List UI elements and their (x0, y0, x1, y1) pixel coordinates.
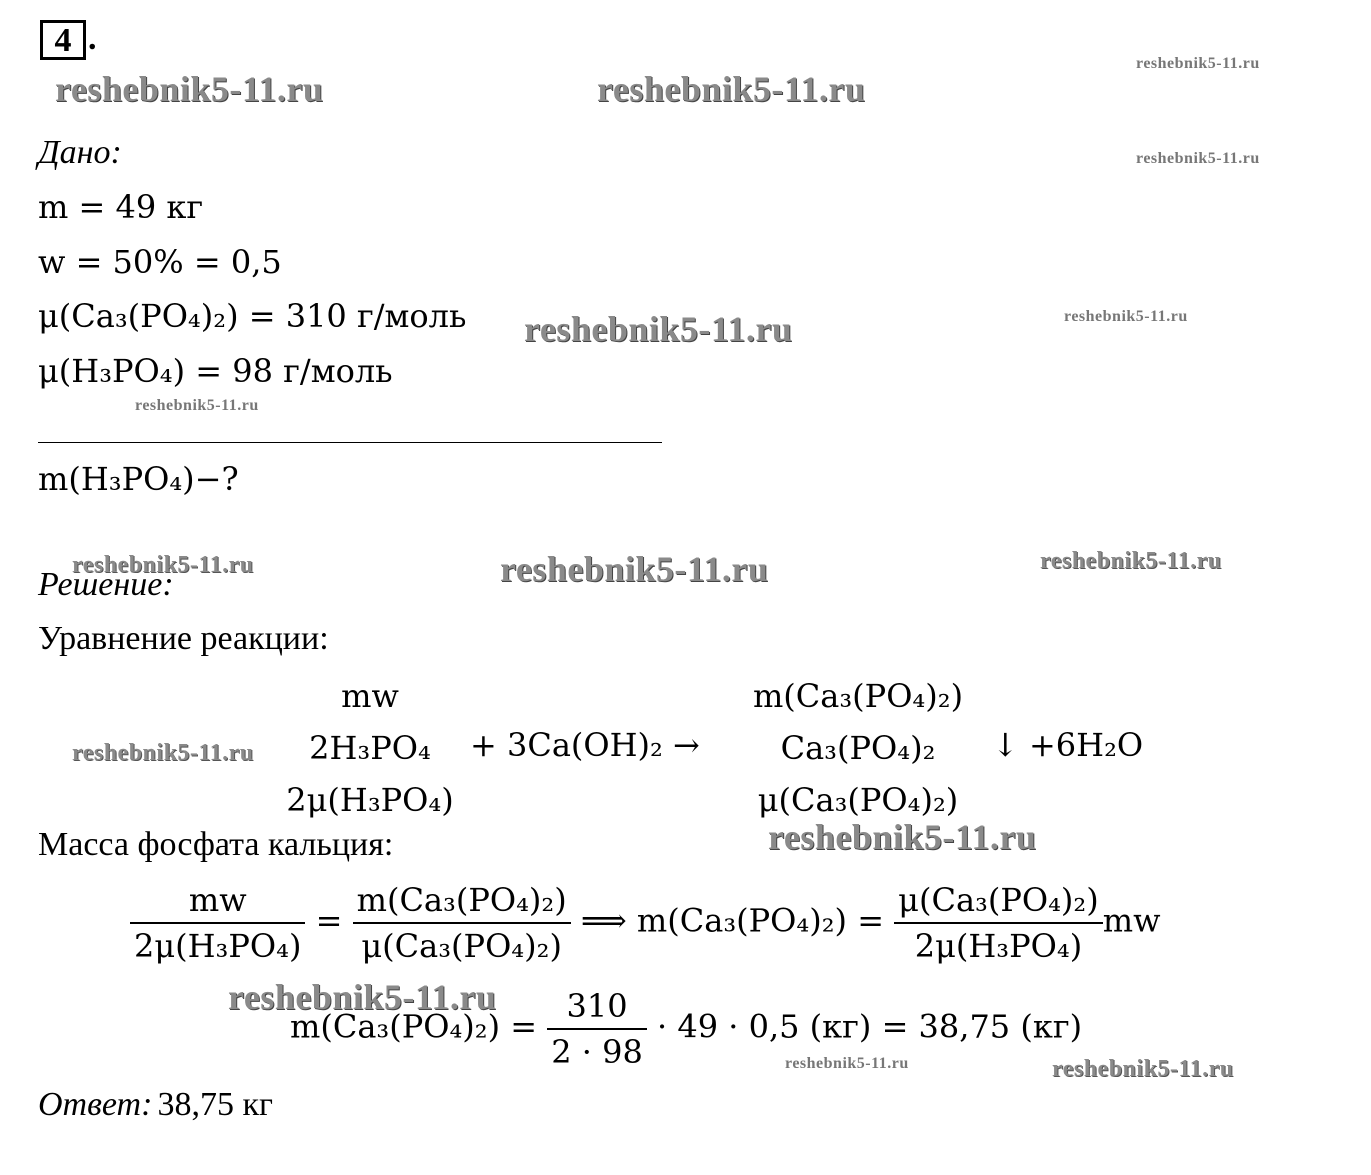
watermark: reshebnik5-11.ru (1136, 55, 1260, 72)
reaction-right-stack (728, 670, 988, 826)
reaction-tail: ↓ +6H₂O (992, 726, 1144, 764)
answer-line (38, 1086, 273, 1124)
solution-heading: Решение: (38, 566, 174, 603)
watermark: reshebnik5-11.ru (524, 309, 793, 349)
reaction-right-mid: Ca₃(PO₄)₂ (780, 729, 936, 767)
watermark: reshebnik5-11.ru (768, 817, 1037, 857)
watermark: reshebnik5-11.ru (597, 69, 866, 109)
reaction-label: Уравнение реакции: (38, 620, 329, 657)
find-quantity: m(H₃PO₄)−? (38, 460, 239, 498)
implies-expression: ⟹ m(Ca₃(PO₄)₂) = (580, 901, 884, 940)
proportion-fraction-3 (894, 878, 1103, 968)
watermark: reshebnik5-11.ru (1052, 1056, 1234, 1082)
fraction-numerator: mw (188, 881, 247, 919)
divider-line (38, 442, 662, 443)
watermark: reshebnik5-11.ru (72, 740, 254, 766)
fraction-numerator: m(Ca₃(PO₄)₂) (356, 881, 567, 919)
proportion-equation (130, 878, 1160, 968)
calculation-equation (290, 984, 1082, 1074)
fraction-denominator: μ(Ca₃(PO₄)₂) (353, 922, 571, 968)
reaction-left-bottom: 2μ(H₃PO₄) (286, 781, 454, 819)
calc-lhs: m(Ca₃(PO₄)₂) = (290, 1007, 538, 1046)
watermark: reshebnik5-11.ru (72, 552, 254, 578)
reaction-right-top: m(Ca₃(PO₄)₂) (752, 677, 964, 715)
proportion-fraction-2 (353, 878, 571, 968)
calc-rhs: · 49 · 0,5 (кг) = 38,75 (кг) (657, 1007, 1083, 1046)
answer-value: 38,75 кг (157, 1086, 273, 1123)
reaction-left-mid: 2H₃PO₄ (309, 729, 431, 767)
watermark: reshebnik5-11.ru (55, 69, 324, 109)
given-mass: m = 49 кг (38, 188, 204, 226)
given-fraction: w = 50% = 0,5 (38, 243, 282, 281)
equals-sign: = (315, 901, 343, 940)
watermark: reshebnik5-11.ru (1064, 308, 1188, 325)
fraction-denominator: 2μ(H₃PO₄) (130, 922, 305, 968)
watermark: reshebnik5-11.ru (135, 397, 259, 414)
proportion-fraction-1 (130, 878, 305, 968)
fraction-numerator: 310 (566, 987, 628, 1025)
reaction-right-bottom: μ(Ca₃(PO₄)₂) (757, 781, 959, 819)
watermark: reshebnik5-11.ru (785, 1055, 909, 1072)
problem-number: 4 (40, 20, 86, 60)
fraction-numerator: μ(Ca₃(PO₄)₂) (898, 881, 1099, 919)
watermark: reshebnik5-11.ru (500, 549, 769, 589)
given-molar-mass-phosphate: μ(Ca₃(PO₄)₂) = 310 г/моль (38, 297, 467, 335)
fraction-denominator: 2μ(H₃PO₄) (894, 922, 1103, 968)
reaction-middle: + 3Ca(OH)₂ → (470, 726, 700, 764)
fraction-denominator: 2 · 98 (547, 1028, 647, 1074)
problem-number-dot: . (88, 20, 97, 57)
watermark: reshebnik5-11.ru (1136, 150, 1260, 167)
watermark: reshebnik5-11.ru (1040, 548, 1222, 574)
answer-label: Ответ: (38, 1086, 153, 1123)
calc-fraction (547, 984, 647, 1074)
given-heading: Дано: (38, 134, 122, 171)
given-molar-mass-acid: μ(H₃PO₄) = 98 г/моль (38, 352, 393, 390)
reaction-left-top: mw (341, 677, 399, 715)
reaction-left-stack (270, 670, 470, 826)
watermark: reshebnik5-11.ru (228, 977, 497, 1017)
proportion-tail: mw (1102, 901, 1161, 940)
mass-label: Масса фосфата кальция: (38, 826, 394, 863)
